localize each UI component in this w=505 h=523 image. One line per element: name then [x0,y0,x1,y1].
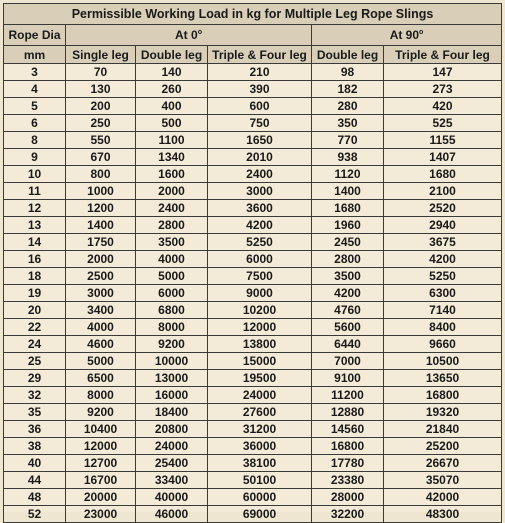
double-leg-90-cell: 32200 [312,506,384,523]
single-leg-cell: 200 [66,98,136,115]
triple-four-leg-90-cell: 19320 [384,404,502,421]
single-leg-cell: 12000 [66,438,136,455]
single-leg-cell: 16700 [66,472,136,489]
triple-four-leg-90-cell: 4200 [384,251,502,268]
single-leg-cell: 8000 [66,387,136,404]
table-row [4,370,502,387]
double-leg-0-cell: 13000 [136,370,208,387]
triple-four-leg-0-cell: 750 [208,115,312,132]
double-leg-0-cell: 400 [136,98,208,115]
rope-dia-cell: 12 [4,200,66,217]
double-leg-90-cell: 9100 [312,370,384,387]
single-leg-cell: 2000 [66,251,136,268]
double-leg-90-cell: 11200 [312,387,384,404]
single-leg-cell: 10400 [66,421,136,438]
triple-four-leg-90-cell: 1155 [384,132,502,149]
triple-four-leg-0-cell: 15000 [208,353,312,370]
table-row [4,149,502,166]
table-title: Permissible Working Load in kg for Multiple Leg Rope Slings [4,4,502,25]
double-leg-90-cell: 770 [312,132,384,149]
double-leg-0-cell: 5000 [136,268,208,285]
double-leg-90-cell: 280 [312,98,384,115]
triple-four-leg-90-cell: 273 [384,81,502,98]
rope-dia-cell: 38 [4,438,66,455]
single-leg-cell: 12700 [66,455,136,472]
rope-dia-cell: 14 [4,234,66,251]
triple-four-leg-90-cell: 26670 [384,455,502,472]
table-row [4,404,502,421]
triple-four-leg-0-cell: 2010 [208,149,312,166]
working-load-table [3,3,502,523]
triple-four-leg-0-header: Triple & Four leg [208,46,312,64]
triple-four-leg-90-cell: 6300 [384,285,502,302]
triple-four-leg-0-cell: 4200 [208,217,312,234]
triple-four-leg-90-cell: 10500 [384,353,502,370]
table-row [4,98,502,115]
double-leg-0-cell: 40000 [136,489,208,506]
rope-dia-header: Rope Dia [4,25,66,46]
table-row [4,81,502,98]
double-leg-90-cell: 1960 [312,217,384,234]
rope-dia-cell: 44 [4,472,66,489]
triple-four-leg-0-cell: 38100 [208,455,312,472]
triple-four-leg-90-cell: 13650 [384,370,502,387]
single-leg-cell: 5000 [66,353,136,370]
double-leg-90-cell: 182 [312,81,384,98]
double-leg-90-cell: 17780 [312,455,384,472]
triple-four-leg-0-cell: 210 [208,64,312,81]
rope-dia-cell: 20 [4,302,66,319]
double-leg-0-cell: 8000 [136,319,208,336]
double-leg-0-cell: 140 [136,64,208,81]
double-leg-90-cell: 98 [312,64,384,81]
rope-dia-cell: 24 [4,336,66,353]
table-row [4,234,502,251]
triple-four-leg-90-cell: 42000 [384,489,502,506]
table-row [4,336,502,353]
double-leg-0-cell: 2000 [136,183,208,200]
single-leg-cell: 20000 [66,489,136,506]
triple-four-leg-90-header: Triple & Four leg [384,46,502,64]
rope-dia-cell: 22 [4,319,66,336]
table-row [4,115,502,132]
table-row [4,319,502,336]
triple-four-leg-0-cell: 600 [208,98,312,115]
double-leg-0-cell: 500 [136,115,208,132]
table-row [4,64,502,81]
table-row [4,200,502,217]
triple-four-leg-0-cell: 24000 [208,387,312,404]
at-0-degree: o [197,29,202,36]
triple-four-leg-90-cell: 5250 [384,268,502,285]
rope-dia-cell: 18 [4,268,66,285]
triple-four-leg-90-cell: 1407 [384,149,502,166]
double-leg-90-cell: 938 [312,149,384,166]
double-leg-0-cell: 2800 [136,217,208,234]
triple-four-leg-0-cell: 6000 [208,251,312,268]
table-row [4,421,502,438]
triple-four-leg-0-cell: 60000 [208,489,312,506]
single-leg-cell: 1400 [66,217,136,234]
triple-four-leg-0-cell: 19500 [208,370,312,387]
rope-dia-cell: 19 [4,285,66,302]
at-90-degree: o [419,29,424,36]
at-0-label: At 0 [175,28,198,42]
table-row [4,132,502,149]
double-leg-90-cell: 2450 [312,234,384,251]
single-leg-cell: 1200 [66,200,136,217]
double-leg-0-cell: 4000 [136,251,208,268]
double-leg-90-cell: 16800 [312,438,384,455]
double-leg-0-cell: 16000 [136,387,208,404]
double-leg-90-cell: 3500 [312,268,384,285]
rope-dia-cell: 10 [4,166,66,183]
double-leg-90-cell: 1680 [312,200,384,217]
double-leg-0-cell: 6800 [136,302,208,319]
triple-four-leg-90-cell: 9660 [384,336,502,353]
table-row [4,251,502,268]
table-row [4,387,502,404]
single-leg-cell: 1750 [66,234,136,251]
triple-four-leg-90-cell: 2940 [384,217,502,234]
at-0-header [66,25,312,46]
rope-dia-cell: 29 [4,370,66,387]
table-row [4,302,502,319]
rope-dia-cell: 5 [4,98,66,115]
rope-dia-cell: 25 [4,353,66,370]
double-leg-90-cell: 14560 [312,421,384,438]
table-row [4,489,502,506]
load-table-sheet [3,3,501,521]
triple-four-leg-0-cell: 9000 [208,285,312,302]
table-row [4,166,502,183]
triple-four-leg-90-cell: 21840 [384,421,502,438]
double-leg-0-cell: 260 [136,81,208,98]
single-leg-cell: 1000 [66,183,136,200]
single-leg-header: Single leg [66,46,136,64]
triple-four-leg-90-cell: 25200 [384,438,502,455]
triple-four-leg-0-cell: 10200 [208,302,312,319]
triple-four-leg-0-cell: 3600 [208,200,312,217]
triple-four-leg-0-cell: 390 [208,81,312,98]
double-leg-90-cell: 1120 [312,166,384,183]
double-leg-0-cell: 9200 [136,336,208,353]
double-leg-0-cell: 1340 [136,149,208,166]
rope-dia-cell: 16 [4,251,66,268]
double-leg-90-header: Double leg [312,46,384,64]
double-leg-0-cell: 20800 [136,421,208,438]
single-leg-cell: 800 [66,166,136,183]
triple-four-leg-0-cell: 3000 [208,183,312,200]
single-leg-cell: 23000 [66,506,136,523]
triple-four-leg-90-cell: 2520 [384,200,502,217]
table-row [4,285,502,302]
triple-four-leg-90-cell: 3675 [384,234,502,251]
rope-dia-cell: 6 [4,115,66,132]
rope-dia-cell: 52 [4,506,66,523]
single-leg-cell: 2500 [66,268,136,285]
double-leg-0-cell: 2400 [136,200,208,217]
triple-four-leg-0-cell: 36000 [208,438,312,455]
at-90-header [312,25,502,46]
double-leg-0-cell: 10000 [136,353,208,370]
single-leg-cell: 670 [66,149,136,166]
single-leg-cell: 130 [66,81,136,98]
rope-dia-cell: 32 [4,387,66,404]
rope-dia-cell: 13 [4,217,66,234]
triple-four-leg-90-cell: 8400 [384,319,502,336]
rope-dia-cell: 9 [4,149,66,166]
double-leg-0-cell: 3500 [136,234,208,251]
table-row [4,353,502,370]
table-row [4,183,502,200]
double-leg-90-cell: 350 [312,115,384,132]
triple-four-leg-0-cell: 27600 [208,404,312,421]
single-leg-cell: 3000 [66,285,136,302]
rope-dia-cell: 35 [4,404,66,421]
single-leg-cell: 9200 [66,404,136,421]
double-leg-0-cell: 6000 [136,285,208,302]
single-leg-cell: 550 [66,132,136,149]
triple-four-leg-0-cell: 2400 [208,166,312,183]
double-leg-0-cell: 25400 [136,455,208,472]
triple-four-leg-90-cell: 7140 [384,302,502,319]
single-leg-cell: 3400 [66,302,136,319]
triple-four-leg-90-cell: 420 [384,98,502,115]
single-leg-cell: 6500 [66,370,136,387]
single-leg-cell: 250 [66,115,136,132]
double-leg-90-cell: 2800 [312,251,384,268]
double-leg-90-cell: 1400 [312,183,384,200]
double-leg-90-cell: 6440 [312,336,384,353]
double-leg-90-cell: 12880 [312,404,384,421]
double-leg-90-cell: 7000 [312,353,384,370]
rope-dia-cell: 3 [4,64,66,81]
double-leg-90-cell: 5600 [312,319,384,336]
double-leg-0-cell: 1600 [136,166,208,183]
triple-four-leg-0-cell: 13800 [208,336,312,353]
double-leg-90-cell: 23380 [312,472,384,489]
table-row [4,506,502,523]
double-leg-0-cell: 1100 [136,132,208,149]
at-90-label: At 90 [389,28,420,42]
triple-four-leg-0-cell: 1650 [208,132,312,149]
single-leg-cell: 4000 [66,319,136,336]
double-leg-0-cell: 18400 [136,404,208,421]
table-row [4,217,502,234]
double-leg-0-cell: 46000 [136,506,208,523]
triple-four-leg-0-cell: 69000 [208,506,312,523]
triple-four-leg-0-cell: 5250 [208,234,312,251]
rope-dia-cell: 40 [4,455,66,472]
single-leg-cell: 4600 [66,336,136,353]
triple-four-leg-90-cell: 35070 [384,472,502,489]
rope-dia-cell: 11 [4,183,66,200]
table-body [4,64,502,523]
double-leg-90-cell: 28000 [312,489,384,506]
rope-dia-cell: 48 [4,489,66,506]
triple-four-leg-90-cell: 48300 [384,506,502,523]
rope-dia-cell: 8 [4,132,66,149]
double-leg-0-header: Double leg [136,46,208,64]
triple-four-leg-90-cell: 147 [384,64,502,81]
table-row [4,438,502,455]
table-row [4,472,502,489]
single-leg-cell: 70 [66,64,136,81]
triple-four-leg-0-cell: 31200 [208,421,312,438]
double-leg-90-cell: 4200 [312,285,384,302]
triple-four-leg-0-cell: 12000 [208,319,312,336]
rope-dia-cell: 4 [4,81,66,98]
triple-four-leg-90-cell: 2100 [384,183,502,200]
double-leg-0-cell: 33400 [136,472,208,489]
triple-four-leg-90-cell: 525 [384,115,502,132]
table-row [4,455,502,472]
rope-dia-cell: 36 [4,421,66,438]
triple-four-leg-90-cell: 1680 [384,166,502,183]
triple-four-leg-90-cell: 16800 [384,387,502,404]
table-row [4,268,502,285]
double-leg-90-cell: 4760 [312,302,384,319]
triple-four-leg-0-cell: 7500 [208,268,312,285]
triple-four-leg-0-cell: 50100 [208,472,312,489]
mm-header: mm [4,46,66,64]
double-leg-0-cell: 24000 [136,438,208,455]
